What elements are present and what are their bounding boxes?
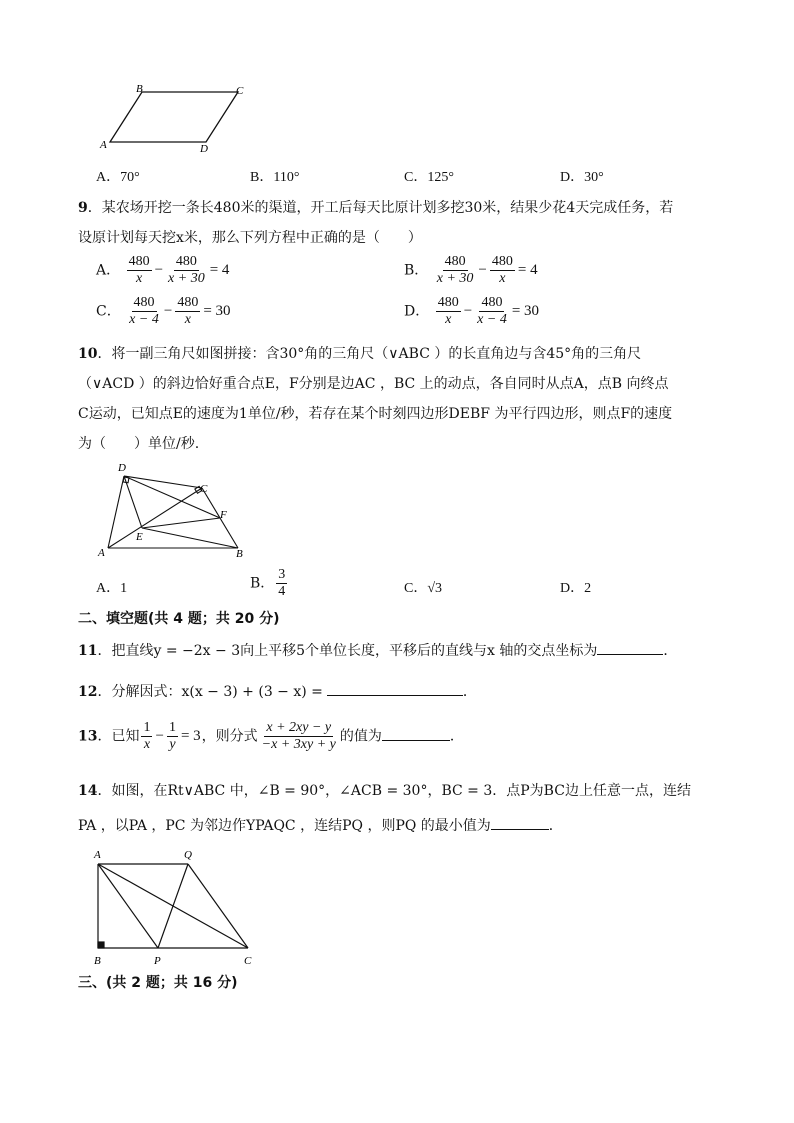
fraction [276, 567, 287, 600]
denominator: x + 30 [168, 271, 205, 286]
q10-option-b-label: B． [250, 575, 275, 592]
q9-option-d[interactable] [404, 295, 540, 328]
figure-label-b: B [94, 955, 101, 967]
figure-label-c: C [244, 955, 252, 967]
figure-label-d: D [200, 143, 208, 154]
q10-option-d[interactable]: D．2 [560, 581, 592, 596]
minus-sign: − [478, 262, 487, 278]
fraction [475, 295, 509, 328]
figure-label-d: D [118, 462, 126, 474]
figure-label-b: B [136, 83, 143, 95]
q13-number: 13 [78, 728, 98, 745]
denominator: x [499, 271, 506, 286]
numerator: 1 [143, 720, 151, 735]
q8-option-b[interactable]: B．110° [250, 170, 300, 185]
q13-mid: ，则分式 [201, 728, 258, 745]
figure-label-a: A [94, 849, 101, 861]
q12-text: ．分解因式：x(x − 3) + (3 − x) = [97, 684, 323, 700]
q9-option-c[interactable] [96, 295, 232, 328]
right-triangle-parallelogram-figure [88, 842, 268, 970]
denominator: x [135, 271, 143, 286]
fraction [127, 254, 152, 287]
q11-end: ． [663, 643, 678, 659]
equation-rhs: = 4 [209, 262, 230, 278]
figure-label-f: F [220, 509, 227, 521]
section-title-3: 三、(共 2 题；共 16 分) [78, 975, 238, 991]
numerator: 480 [491, 254, 513, 269]
q13-suffix: 的值为 [339, 728, 382, 745]
q14-text-2: PA ，以PA ，PC 为邻边作YPAQC ，连结PQ ，则PQ 的最小值为 [78, 818, 491, 834]
figure-label-p: P [154, 955, 161, 967]
answer-blank[interactable] [382, 726, 450, 741]
q14-line1 [78, 780, 691, 800]
minus-sign: − [154, 262, 164, 278]
q10-option-b[interactable] [250, 567, 289, 600]
q9-line2: 设原计划每天挖x米，那么下列方程中正确的是（ ） [78, 230, 422, 246]
q12-number: 12 [78, 684, 98, 700]
q14-line2 [78, 815, 563, 835]
q10-line4: 为（ ）单位/秒. [78, 436, 200, 452]
denominator: 4 [278, 584, 286, 599]
numerator: 480 [133, 295, 155, 310]
q8-option-d[interactable]: D．30° [560, 170, 604, 185]
q8-option-a[interactable]: A．70° [96, 170, 140, 185]
q9-option-d-label: D． [404, 303, 430, 320]
numerator: x + 2xy − y [266, 720, 332, 735]
numerator: 480 [437, 295, 459, 310]
q13-line [78, 720, 464, 753]
numerator: 480 [175, 254, 197, 269]
numerator: 480 [444, 254, 466, 269]
denominator: x − 4 [129, 312, 159, 327]
figure-label-b: B [236, 548, 243, 560]
denominator: x [184, 312, 191, 327]
triangle-rulers-figure [96, 460, 256, 560]
q13-end: ． [449, 728, 464, 745]
fraction [260, 720, 338, 753]
q14-text-1: ．如图，在Rt∨ABC 中，∠B = 90°，∠ACB = 30°，BC = 3．点P为BC边上任意一点，连结 [97, 783, 691, 799]
equation-rhs: = 4 [517, 262, 538, 278]
q9-number: 9 [78, 200, 88, 216]
answer-blank[interactable] [327, 681, 463, 696]
q10-line1 [78, 343, 641, 363]
denominator: −x + 3xy + y [261, 737, 336, 752]
q9-option-b[interactable] [404, 254, 539, 287]
figure-label-a: A [100, 139, 107, 151]
q9-text-1: ．某农场开挖一条长480米的渠道，开工后每天比原计划多挖30米，结果少花4天完成任务，若 [87, 200, 674, 216]
q9-option-c-label: C． [96, 303, 121, 320]
q12-line [78, 681, 477, 701]
fraction [167, 720, 178, 753]
equation-rhs: = 30 [511, 303, 540, 319]
fraction [127, 295, 161, 328]
numerator: 480 [128, 254, 150, 269]
minus-sign: − [155, 728, 164, 744]
q11-number: 11 [78, 643, 98, 659]
q10-option-c[interactable]: C．√3 [404, 581, 443, 596]
numerator: 480 [177, 295, 199, 310]
q11-text: ．把直线y = −2x − 3向上平移5个单位长度，平移后的直线与x 轴的交点坐标为 [97, 643, 598, 659]
figure-label-a: A [98, 547, 105, 559]
fraction [141, 720, 152, 753]
answer-blank[interactable] [597, 640, 663, 655]
q9-option-b-label: B． [404, 262, 429, 279]
q14-number: 14 [78, 783, 98, 799]
denominator: y [169, 737, 176, 752]
numerator: 3 [278, 567, 286, 582]
fraction [435, 254, 476, 287]
fraction [166, 254, 207, 287]
q10-number: 10 [78, 346, 98, 362]
q10-text-1: ．将一副三角尺如图拼接：含30°角的三角尺（∨ABC ）的长直角边与含45°角的三角尺 [97, 346, 642, 362]
denominator: x − 4 [477, 312, 507, 327]
minus-sign: − [463, 303, 473, 319]
denominator: x [143, 737, 151, 752]
figure-label-c: C [236, 85, 244, 97]
q9-option-a-label: A． [96, 262, 121, 279]
q10-line3: C运动，已知点E的速度为1单位/秒，若存在某个时刻四边形DEBF 为平行四边形，则点F的速度 [78, 406, 673, 422]
figure-label-e: E [136, 531, 143, 543]
fraction [175, 295, 200, 328]
figure-label-q: Q [184, 849, 192, 861]
denominator: x + 30 [436, 271, 474, 286]
q9-option-a[interactable] [96, 254, 230, 287]
numerator: 480 [481, 295, 503, 310]
q10-line2: （∨ACD ）的斜边恰好重合点E，F分别是边AC ，BC 上的动点，各自同时从点A，点B 向终点 [78, 376, 669, 392]
q14-end: ． [548, 818, 563, 834]
fraction [490, 254, 515, 287]
q11-line [78, 640, 677, 660]
denominator: x [445, 312, 452, 327]
parallelogram-figure [96, 82, 256, 154]
q10-option-a[interactable]: A．1 [96, 581, 128, 596]
equation-rhs: = 3 [180, 728, 201, 744]
equation-rhs: = 30 [203, 303, 231, 319]
section-title-fill-in: 二、填空题(共 4 题；共 20 分) [78, 611, 280, 627]
numerator: 1 [168, 720, 176, 735]
q12-end: ． [462, 684, 477, 700]
figure-label-c: C [200, 483, 208, 495]
q8-option-c[interactable]: C．125° [404, 170, 454, 185]
answer-blank[interactable] [491, 815, 549, 830]
minus-sign: − [163, 303, 173, 319]
q13-prefix: ．已知 [97, 728, 140, 745]
q9-line1 [78, 197, 673, 217]
fraction [436, 295, 461, 328]
